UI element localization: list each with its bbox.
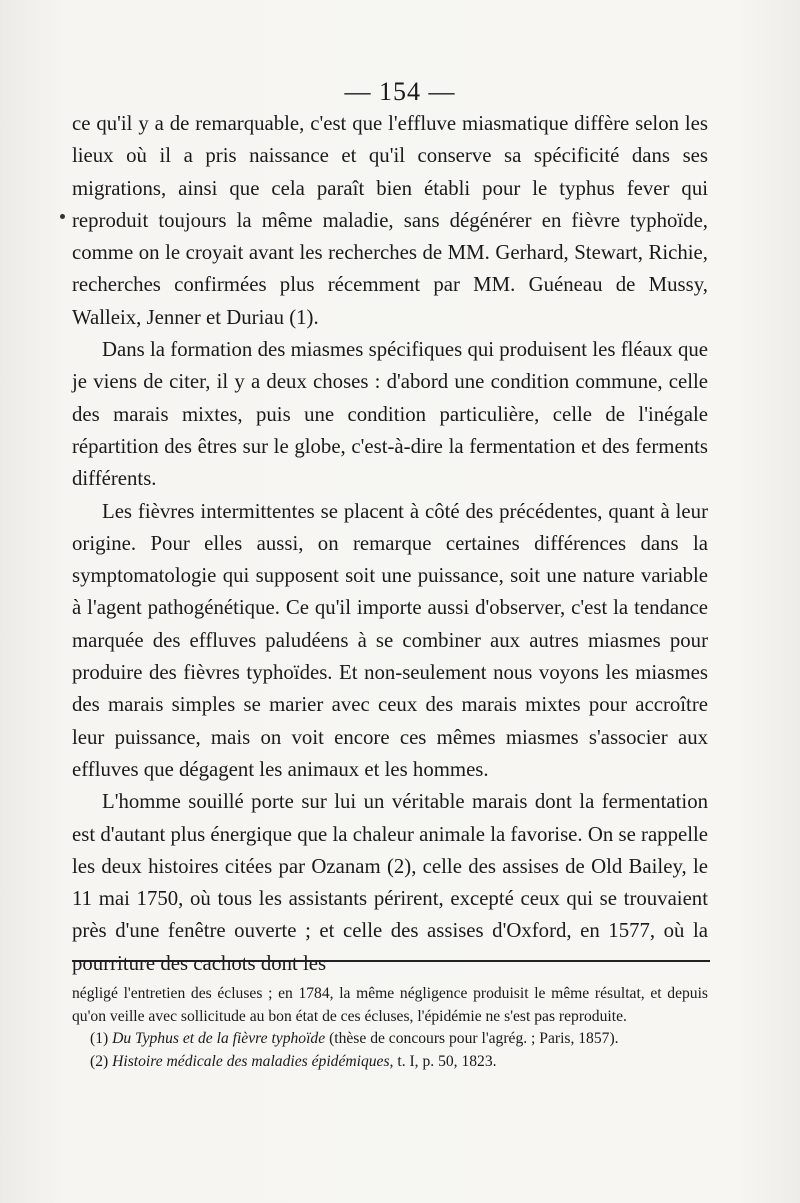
margin-mark — [60, 214, 65, 219]
footnote-rule — [72, 960, 710, 962]
footnote-1-marker: (1) — [90, 1030, 109, 1047]
paragraph-4: L'homme souillé porte sur lui un véritable marais dont la fermentation est d'autant plus énergique que la chaleur animale la favorise. On se rappelle les deux histoires citées par Ozanam (2), celle des assises de Old Bailey, le 11 mai 1750, où tous les assistants périrent, excepté ceux qui se trouvaient près d'une fenêtre ouverte ; et celle des assises d'Oxford, en 1577, où la pourriture des cachots dont les — [72, 790, 708, 975]
footnotes — [72, 983, 708, 1073]
footnote-2-rest: t. I, p. 50, 1823. — [397, 1052, 497, 1070]
paragraph-2: Dans la formation des miasmes spécifiques qui produisent les fléaux que je viens de citer, il y a deux choses : d'abord une condition commune, celle des marais mixtes, puis une condition particulière, celle de l'inégale répartition des êtres sur le globe, c'est-à-dire la fermentation et des ferments différents. — [72, 338, 708, 491]
paragraph-1: ce qu'il y a de remarquable, c'est que l'effluve miasmatique diffère selon les lieux où il a pris naissance et qu'il conserve sa spécificité dans ses migrations, ainsi que cela paraît bien établi pour le typhus fever qui reproduit toujours la même maladie, sans dégénérer en fièvre typhoïde, comme on le croyait avant les recherches de MM. Gerhard, Stewart, Richie, recherches confirmées plus récemment par MM. Guéneau de Mussy, Walleix, Jenner et Duriau (1). — [72, 112, 708, 329]
paragraph-3: Les fièvres intermittentes se placent à côté des précédentes, quant à leur origine. Pour elles aussi, on remarque certaines différences dans la symptomatologie qui supposent soit une puissance, soit une nature variable à l'agent pathogénétique. Ce qu'il importe aussi d'observer, c'est la tendance marquée des effluves paludéens à se combiner aux autres miasmes pour produire des fièvres typhoïdes. Et non-seulement nous voyons les miasmes des marais simples se marier avec ceux des marais mixtes pour accroître leur puissance, mais on voit encore ces mêmes miasmes s'associer aux effluves que dégagent les animaux et les hommes. — [72, 499, 708, 781]
footnote-1-rest: (thèse de concours pour l'agrég. ; Paris, 1857). — [329, 1030, 619, 1047]
footnote-2-title: Histoire médicale des maladies épidémiques, — [112, 1052, 394, 1070]
footnote-1-title: Du Typhus et de la fièvre typhoïde — [112, 1030, 326, 1047]
main-text — [72, 108, 708, 980]
footnote-1 — [72, 1028, 708, 1051]
footnote-continuation: négligé l'entretien des écluses ; en 1784, la même négligence produisit le même résultat, et depuis qu'on veille avec sollicitude au bon état de ces écluses, l'épidémie ne s'est pas reproduite. — [72, 985, 708, 1025]
footnote-2 — [72, 1051, 708, 1074]
footnote-2-marker: (2) — [90, 1052, 109, 1070]
page-number: — 154 — — [344, 77, 456, 106]
